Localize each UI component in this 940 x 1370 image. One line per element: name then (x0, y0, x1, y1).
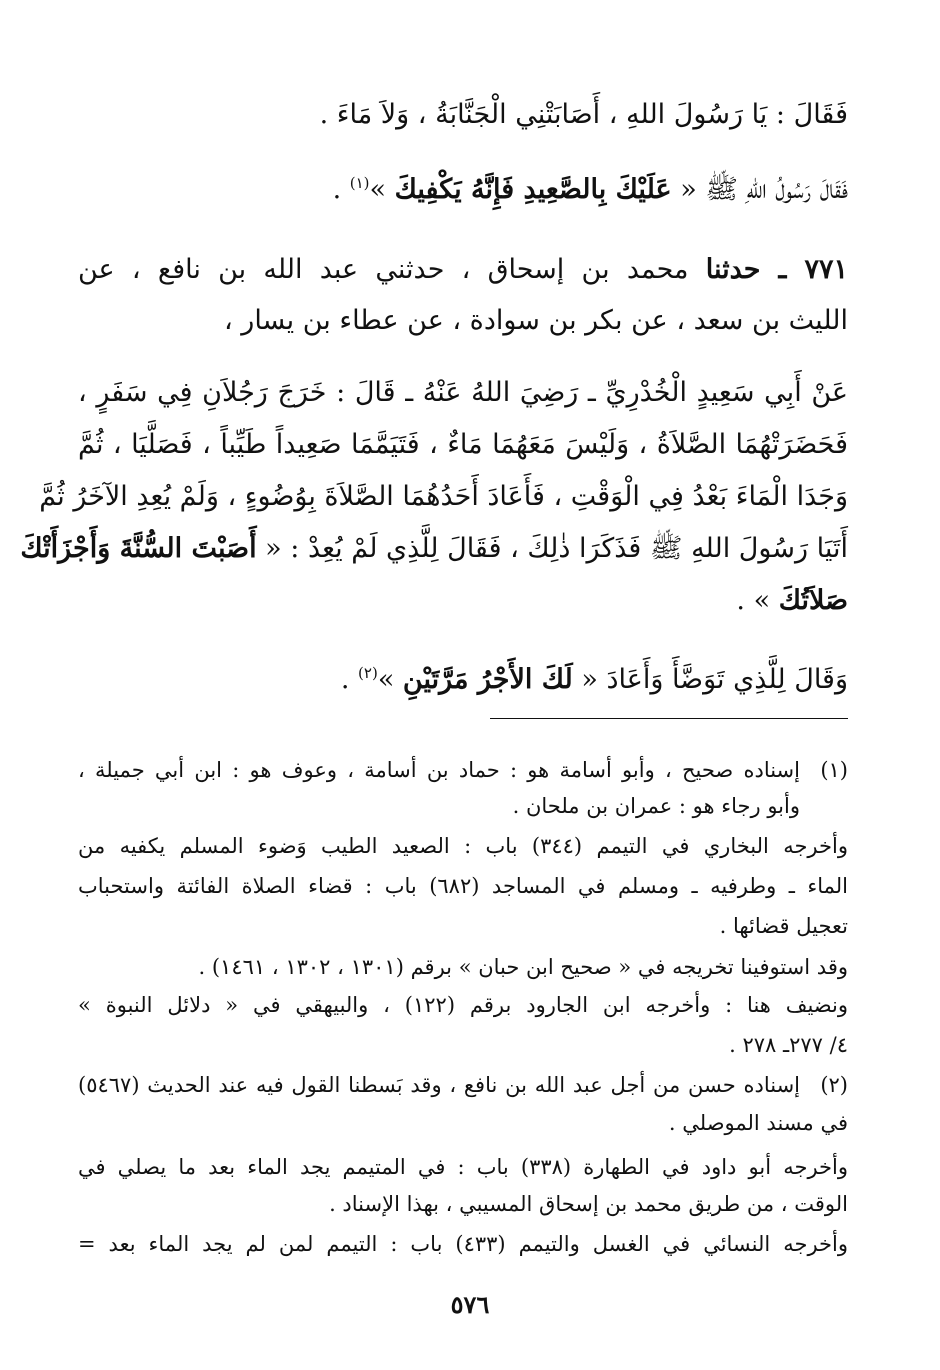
text-span: » . (736, 585, 779, 616)
hadith-quote: صَلاَتُكَ (778, 585, 848, 616)
text-span: محمد بن إسحاق ، حدثني عبد الله بن نافع ، عن (78, 254, 706, 285)
hadith-number: ٧٧١ ـ حدثنا (705, 254, 848, 285)
footnote-1-line: وأخرجه البخاري في التيمم (٣٤٤) باب : الصعيد الطيب وَضوء المسلم يكفيه من (78, 834, 848, 858)
footnote-2-line: وأخرجه النسائي في الغسل والتيمم (٤٣٣) باب : التيمم لمن لم يجد الماء بعد = (78, 1232, 848, 1256)
footnote-ref-1: (١) (349, 174, 370, 192)
text-span: وَقَالَ لِلَّذِي تَوَضَّأَ وَأَعَادَ « (572, 664, 848, 695)
footnote-1-line: تعجيل قضائها . (719, 914, 848, 938)
text-span: وَجَدَا الْمَاءَ بَعْدُ فِي الْوَقْتِ ، فَأَعَادَ أَحَدُهُمَا الصَّلاَةَ بِوُضُوءٍ ، وَلَمْ يُعِدِ الآخَرُ ثُمَّ (39, 481, 848, 512)
text-span: عَنْ أَبِي سَعِيدٍ الْخُدْرِيِّ ـ رَضِيَ اللهُ عَنْهُ ـ قَالَ : خَرَجَ رَجُلاَنِ فِي سَفَرٍ ، (78, 377, 848, 408)
hadith-771-line-1 (78, 245, 848, 295)
text-span: فَقَالَ : يَا رَسُولَ اللهِ ، أَصَابَتْنِي الْجَنَّابَةُ ، وَلاَ مَاءَ . (319, 99, 848, 130)
text-line-1 (78, 90, 848, 140)
text-span: الليث بن سعد ، عن بكر بن سوادة ، عن عطاء بن يسار ، (223, 305, 848, 336)
matn-line-1 (78, 368, 848, 418)
footnote-1-line: وقد استوفينا تخريجه في « صحيح ابن حبان » برقم (١٣٠١ ، ١٣٠٢ ، ١٤٦١) . (198, 955, 848, 979)
hadith-quote: أَصَبْتَ السُّنَّةَ وَأَجْزَأَتْكَ (20, 533, 257, 564)
footnote-1-line: الماء ـ وطرفيه ـ ومسلم في المساجد (٦٨٢) باب : قضاء الصلاة الفائتة واستحباب (78, 874, 848, 898)
matn-line-2 (78, 420, 848, 470)
text-span: فَقَالَ رَسُولُ اللهِ ﷺ « (671, 174, 848, 205)
hadith-quote: لَكَ الأَجْرُ مَرَّتَيْنِ (402, 664, 573, 695)
footnote-ref-2: (٢) (358, 664, 378, 682)
footnote-1-number: (١) (820, 758, 848, 782)
text-span: . (332, 174, 350, 205)
text-span: » (369, 174, 395, 205)
text-line-2 (78, 158, 848, 215)
footnote-1-line: ونضيف هنا : وأخرجه ابن الجارود برقم (١٢٢) ، والبيهقي في « دلائل النبوة » (78, 993, 849, 1017)
matn-line-3 (39, 472, 848, 522)
hadith-quote: عَلَيْكَ بِالصَّعِيدِ فَإِنَّهُ يَكْفِيكَ (394, 174, 672, 205)
footnote-2-number: (٢) (820, 1073, 848, 1097)
footnote-2-line: وأخرجه أبو داود في الطهارة (٣٣٨) باب : في المتيمم يجد الماء بعد ما يصلي في (78, 1155, 848, 1179)
footnote-separator (490, 718, 848, 719)
footnote-2-line: إسناده حسن من أجل عبد الله بن نافع ، وقد بَسطنا القول فيه عند الحديث (٥٤٦٧) (78, 1073, 800, 1097)
footnote-2-line: الوقت ، من طريق محمد بن إسحاق المسيبي ، بهذا الإسناد . (329, 1192, 848, 1216)
footnote-1-line: ٤/ ٢٧٧ـ ٢٧٨ . (729, 1033, 848, 1057)
matn-line-6 (78, 648, 848, 705)
footnote-1-line: إسناده صحيح ، وأبو أسامة هو : حماد بن أسامة ، وعوف هو : ابن أبي جميلة ، (78, 758, 800, 782)
text-span: » (377, 664, 403, 695)
text-span: . (340, 664, 359, 695)
text-span: فَحَضَرَتْهُمَا الصَّلاَةُ ، وَلَيْسَ مَعَهُمَا مَاءٌ ، فَتَيَمَّمَا صَعِيداً طَيِّباً ، فَصَلَّيَا ، ثُمَّ (78, 429, 848, 460)
page-number: ٥٧٦ (450, 1290, 490, 1319)
footnote-1-line: وأبو رجاء هو : عمران بن ملحان . (512, 794, 800, 818)
text-span: أَتَيَا رَسُولَ اللهِ ﷺ فَذَكَرَا ذٰلِكَ ، فَقَالَ لِلَّذِي لَمْ يُعِدْ : « (256, 533, 848, 564)
hadith-771-line-2 (78, 296, 848, 346)
matn-line-4 (20, 524, 848, 574)
matn-line-5 (78, 576, 848, 626)
footnote-2-line: في مسند الموصلي . (668, 1111, 848, 1135)
